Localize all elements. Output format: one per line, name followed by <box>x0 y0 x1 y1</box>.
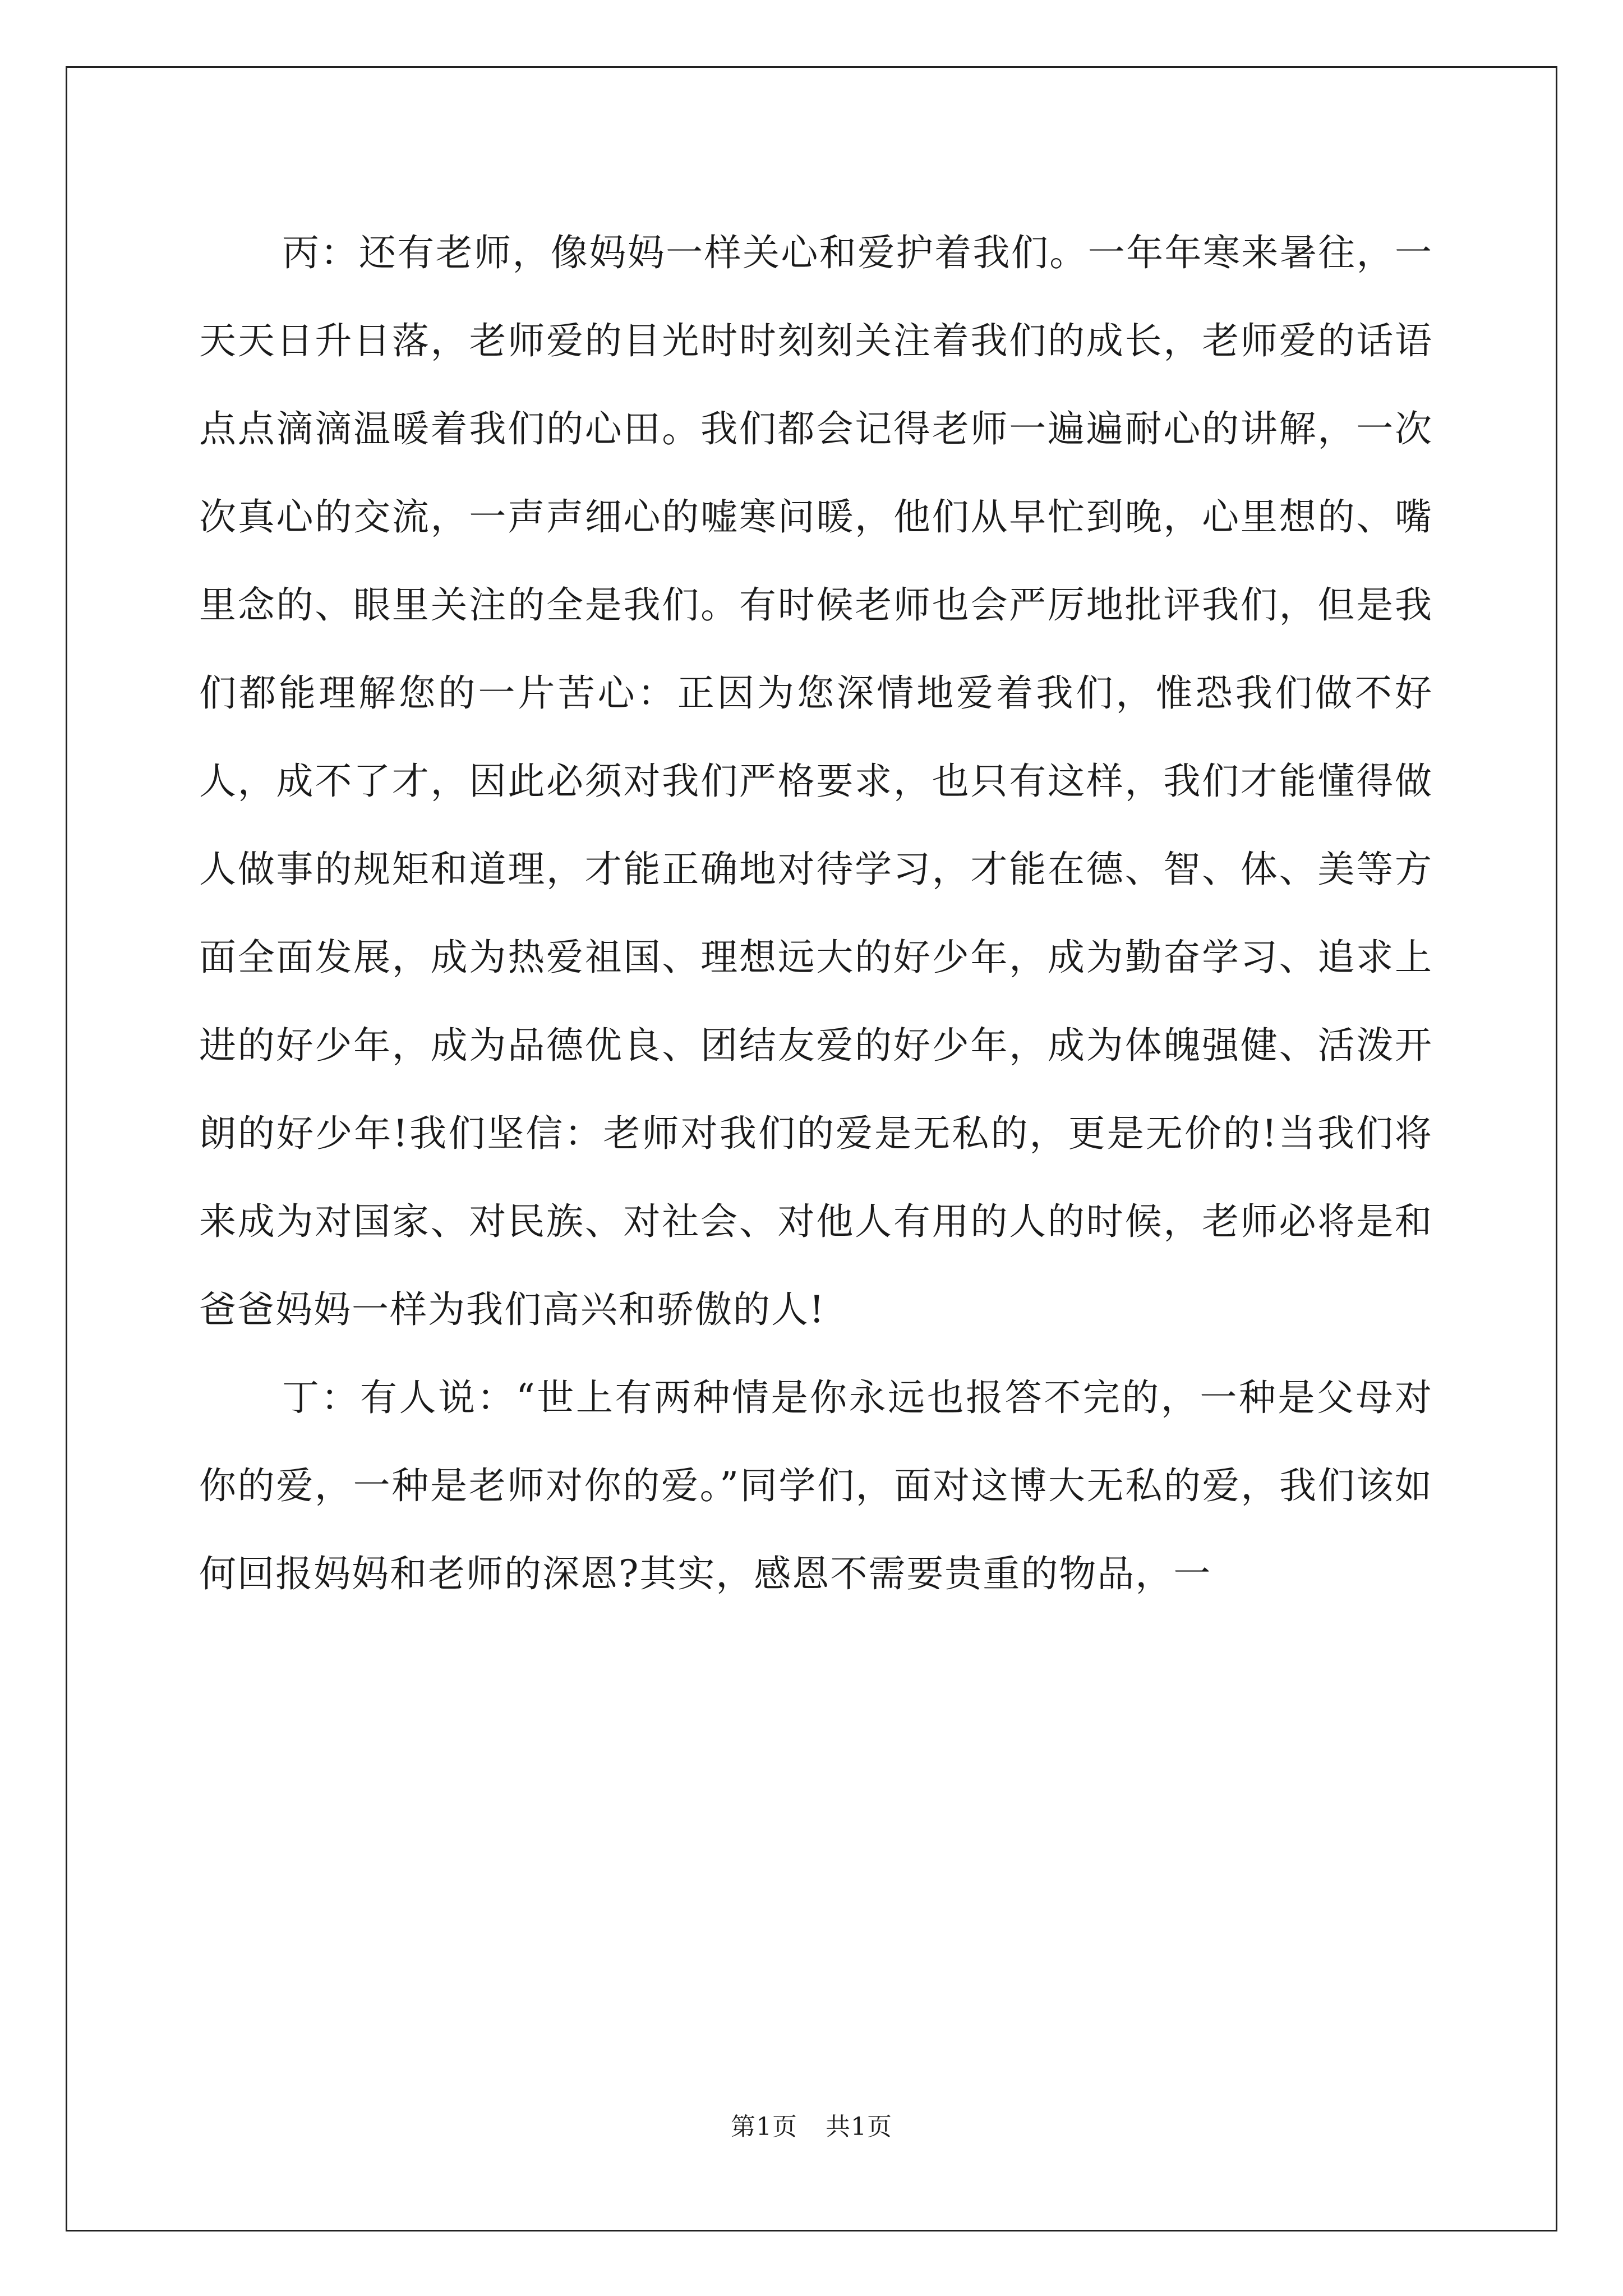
page-footer <box>0 2110 1623 2144</box>
paragraph-ding: 丁：有人说：“世上有两种情是你永远也报答不完的，一种是父母对你的爱，一种是老师对你的爱。”同学们，面对这博大无私的爱，我们该如何回报妈妈和老师的深恩?其实，感恩不需要贵重的物品，一 <box>199 1376 1433 1595</box>
paragraph-bing: 丙：还有老师，像妈妈一样关心和爱护着我们。一年年寒来暑往，一天天日升日落，老师爱的目光时时刻刻关注着我们的成长，老师爱的话语点点滴滴温暖着我们的心田。我们都会记得老师一遍遍耐心的讲解，一次次真心的交流，一声声细心的嘘寒问暖，他们从早忙到晚，心里想的、嘴里念的、眼里关注的全是我们。有时候老师也会严厉地批评我们，但是我们都能理解您的一片苦心：正因为您深情地爱着我们，惟恐我们做不好人，成不了才，因此必须对我们严格要求，也只有这样，我们才能懂得做人做事的规矩和道理，才能正确地对待学习，才能在德、智、体、美等方面全面发展，成为热爱祖国、理想远大的好少年，成为勤奋学习、追求上进的好少年，成为品德优良、团结友爱的好少年，成为体魄强健、活泼开朗的好少年!我们坚信：老师对我们的爱是无私的，更是无价的!当我们将来成为对国家、对民族、对社会、对他人有用的人的时候，老师必将是和爸爸妈妈一样为我们高兴和骄傲的人! <box>199 231 1433 1331</box>
document-body <box>199 209 1433 1618</box>
page-number-current: 第1页 <box>731 2113 797 2141</box>
page-number-total: 共1页 <box>826 2113 892 2141</box>
